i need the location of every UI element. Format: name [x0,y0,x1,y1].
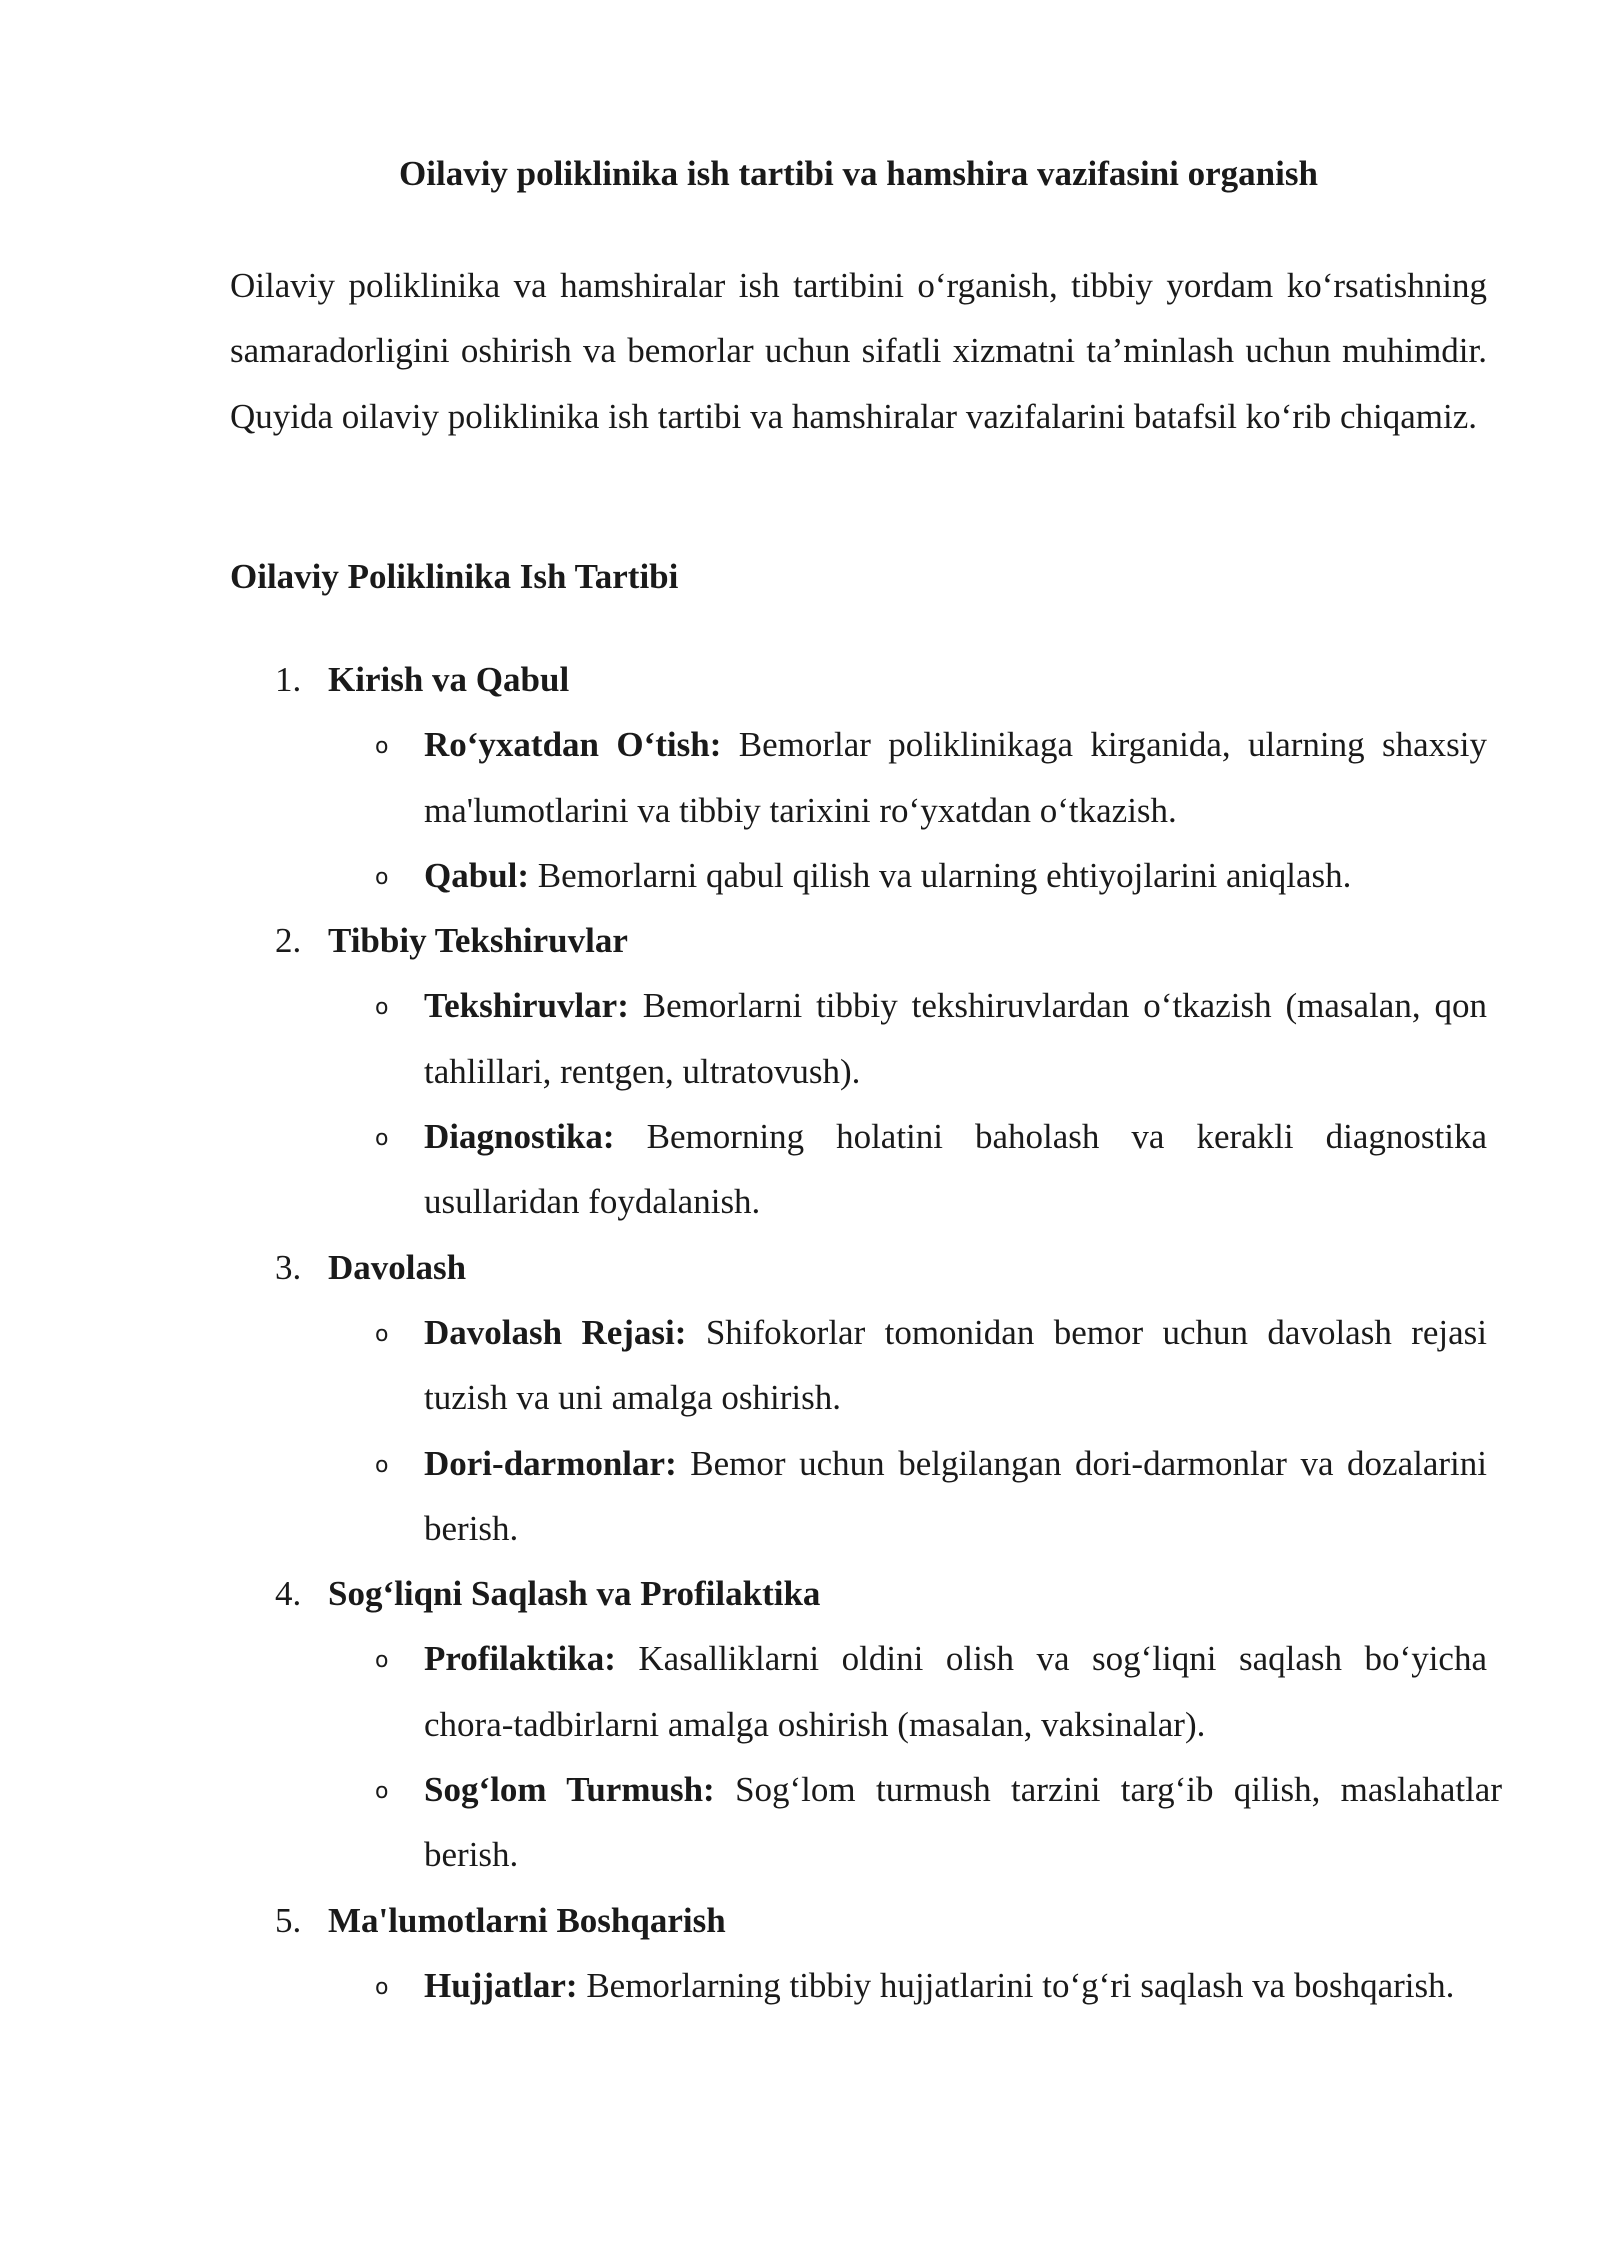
sub-item-label: Tekshiruvlar: [424,986,629,1026]
sub-item-text: Bemorlar poliklinikaga kirganida, ularning shaxsiy ma'lumotlarini va tibbiy tarixini ro‘yxatdan o‘tkazish. [424,725,1487,830]
sub-list [230,973,1487,1234]
item-title: Ma'lumotlarni Boshqarish [328,1900,726,1940]
bullet-icon: o [375,1779,389,1805]
sub-item-label: Qabul: [424,855,530,895]
sub-item [230,1431,1487,1562]
sub-list [230,1953,1487,2018]
sub-item [230,1626,1487,1757]
list-item [230,908,1487,1234]
item-title: Kirish va Qabul [328,660,570,699]
item-number: 3. [275,1247,302,1287]
item-number: 2. [275,921,302,961]
sub-item [230,973,1487,1104]
bullet-icon: o [375,734,389,760]
sub-item-label: Profilaktika: [424,1639,616,1679]
sub-item [230,1953,1487,2018]
sub-item-text: Bemor uchun belgilangan dori-darmonlar va dozalarini berish. [424,1443,1487,1548]
item-title: Davolash [328,1247,467,1287]
bullet-icon: o [375,995,389,1021]
item-title: Tibbiy Tekshiruvlar [328,921,628,961]
sub-item-text: Sog‘lom turmush tarzini targ‘ib qilish, maslahatlar berish. [424,1770,1502,1875]
sub-item [230,843,1487,908]
sub-item-text: Kasalliklarni oldini olish va sog‘liqni saqlash bo‘yicha chora-tadbirlarni amalga oshirish (masalan, vaksinalar). [424,1639,1487,1744]
sub-item-text: Bemorning holatini baholash va kerakli diagnostika usullaridan foydalanish. [424,1117,1487,1222]
sub-item-label: Dori-darmonlar: [424,1443,677,1483]
item-number: 1. [275,660,302,699]
list-item [230,1561,1502,1887]
sub-list [230,1626,1502,1887]
bullet-icon: o [375,1452,389,1478]
item-title: Sog‘liqni Saqlash va Profilaktika [328,1574,821,1614]
sub-item [230,1757,1502,1888]
list-item [230,1888,1487,2019]
sub-item [230,1104,1487,1235]
document-title: Oilaviy poliklinika ish tartibi va hamshira vazifasini organish [399,154,1318,193]
sub-item-label: Ro‘yxatdan O‘tish: [424,725,722,765]
sub-item-text: Bemorlarni tibbiy tekshiruvlardan o‘tkazish (masalan, qon tahlillari, rentgen, ultratovush). [424,986,1487,1091]
intro-paragraph: Oilaviy poliklinika va hamshiralar ish tartibini o‘rganish, tibbiy yordam ko‘rsatishning samaradorligini oshirish va bemorlar uchun sifatli xizmatni ta’minlash uchun muhimdir. Quyida oilaviy poliklinika ish tartibi va hamshiralar vazifalarini batafsil ko‘rib chiqamiz. [230,266,1487,436]
list-item [230,1235,1487,1561]
sub-list [230,712,1487,908]
bullet-icon: o [375,1126,389,1152]
bullet-icon: o [375,1321,389,1347]
sub-list [230,1300,1487,1561]
sub-item-text: Bemorlarning tibbiy hujjatlarini to‘g‘ri saqlash va boshqarish. [577,1965,1455,2005]
bullet-icon: o [375,864,389,890]
sub-item-label: Sog‘lom Turmush: [424,1770,715,1810]
item-number: 4. [275,1574,302,1614]
item-number: 5. [275,1900,302,1940]
section-heading: Oilaviy Poliklinika Ish Tartibi [230,557,679,596]
sub-item [230,712,1487,843]
bullet-icon: o [375,1974,389,2000]
sub-item-label: Davolash Rejasi: [424,1312,687,1352]
sub-item-text: Bemorlarni qabul qilish va ularning ehtiyojlarini aniqlash. [529,855,1352,895]
sub-item [230,1300,1487,1431]
list-item [230,647,1487,908]
numbered-list [230,647,1502,2018]
sub-item-text: Shifokorlar tomonidan bemor uchun davolash rejasi tuzish va uni amalga oshirish. [424,1312,1487,1418]
bullet-icon: o [375,1648,389,1674]
sub-item-label: Diagnostika: [424,1117,615,1157]
sub-item-label: Hujjatlar: [424,1965,578,2005]
